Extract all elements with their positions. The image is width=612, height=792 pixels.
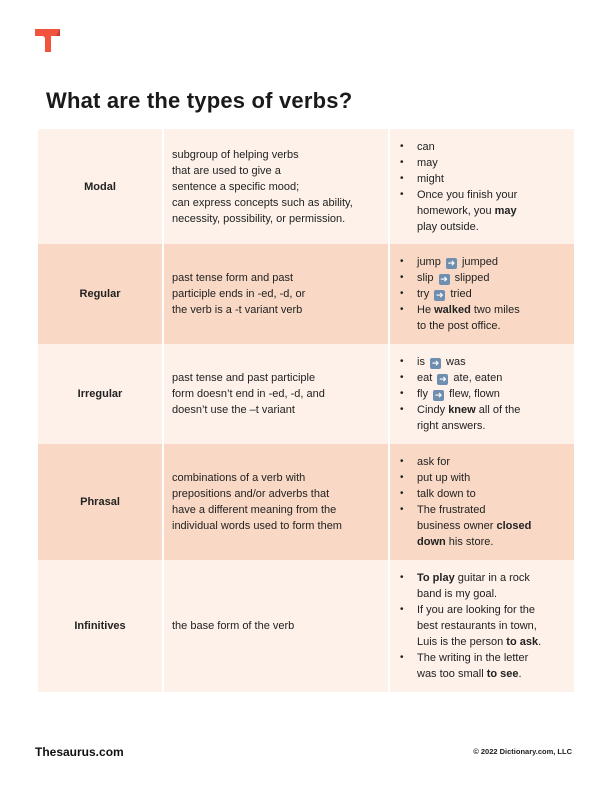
verb-definition <box>163 129 389 244</box>
footer-brand: Thesaurus.com <box>35 745 124 759</box>
example-text: can <box>417 140 435 153</box>
example-text: tried <box>447 288 472 300</box>
definition-line: can express concepts such as ability, <box>172 196 353 209</box>
example-text: ate, eaten <box>450 372 503 384</box>
footer-copyright: © 2022 Dictionary.com, LLC <box>473 747 572 756</box>
verb-type-label: Regular <box>38 244 163 344</box>
example-text: best restaurants in town, <box>417 620 537 632</box>
example-text: put up with <box>417 472 471 484</box>
verb-type-label: Modal <box>38 129 163 244</box>
definition-line: combinations of a verb with <box>172 472 306 484</box>
example-bold-text: To play <box>417 572 455 584</box>
example-text: his store. <box>445 536 494 548</box>
example-text: eat <box>417 372 436 384</box>
example-bold-text: to ask <box>506 636 539 648</box>
verb-definition <box>163 560 389 692</box>
example-text: business owner <box>417 520 497 532</box>
example-item <box>400 187 570 235</box>
example-text: The frustrated <box>417 504 486 516</box>
example-text: . <box>538 636 542 648</box>
verb-type-label: Infinitives <box>38 560 163 692</box>
right-arrow-icon: ➜ <box>447 258 456 268</box>
page-title: What are the types of verbs? <box>46 88 353 113</box>
definition-line: the base form of the verb <box>172 620 295 632</box>
verb-type-label: Phrasal <box>38 444 163 560</box>
example-text: all of the <box>475 404 521 416</box>
verb-definition <box>163 344 389 444</box>
example-bold-text: down <box>417 536 446 548</box>
definition-line: doesn’t use the –t variant <box>172 404 295 416</box>
table-row-modal <box>38 129 574 244</box>
right-arrow-icon: ➜ <box>439 374 447 384</box>
right-arrow-icon: ➜ <box>434 390 443 400</box>
definition-line: necessity, possibility, or permission. <box>172 212 346 225</box>
example-item <box>400 402 570 434</box>
definition-line: that are used to give a <box>172 164 281 177</box>
definition-line: individual words used to form them <box>172 520 342 532</box>
example-text: flew, flown <box>446 388 500 400</box>
thesaurus-logo-icon <box>34 26 62 54</box>
example-item <box>400 386 570 402</box>
example-text: may <box>417 156 438 169</box>
definition-line: have a different meaning from the <box>172 504 337 516</box>
example-item <box>400 139 570 155</box>
example-item <box>400 155 570 171</box>
verb-examples <box>389 129 574 244</box>
example-text: play outside. <box>417 220 479 233</box>
example-bold-text: knew <box>448 404 476 416</box>
example-text: guitar in a rock <box>454 572 530 584</box>
example-item <box>400 602 570 650</box>
example-text: band is my goal. <box>417 588 498 600</box>
example-item <box>400 570 570 602</box>
example-bold-text: to see <box>486 668 519 680</box>
definition-line: prepositions and/or adverbs that <box>172 488 330 500</box>
example-item <box>400 370 570 386</box>
example-text: Luis is the person <box>417 636 507 648</box>
examples-list <box>400 570 570 682</box>
example-item <box>400 171 570 187</box>
example-text: is <box>417 356 428 368</box>
example-text: jumped <box>458 256 499 268</box>
definition-line: sentence a specific mood; <box>172 180 300 193</box>
right-arrow-icon: ➜ <box>440 274 448 284</box>
example-text: He <box>417 304 435 316</box>
example-bold-text: closed <box>496 520 532 532</box>
example-item <box>400 354 570 370</box>
right-arrow-icon: ➜ <box>431 358 440 368</box>
example-item <box>400 454 570 470</box>
table-row-regular <box>38 244 574 344</box>
examples-list <box>400 354 570 434</box>
example-text: might <box>417 172 444 185</box>
example-item <box>400 302 570 334</box>
example-bold-text: walked <box>434 304 471 316</box>
verb-examples <box>389 560 574 692</box>
verb-types-table <box>38 129 574 692</box>
examples-list <box>400 254 570 334</box>
examples-list <box>400 139 570 235</box>
example-text: jump <box>417 256 444 268</box>
example-text: Cindy <box>417 404 449 416</box>
example-item <box>400 286 570 302</box>
table-row-infinitives <box>38 560 574 692</box>
verb-type-label: Irregular <box>38 344 163 444</box>
example-item <box>400 470 570 486</box>
example-text: If you are looking for the <box>417 604 536 616</box>
example-text: try <box>417 288 433 300</box>
example-item <box>400 502 570 550</box>
verb-definition <box>163 244 389 344</box>
example-item <box>400 650 570 682</box>
definition-line: participle ends in -ed, -d, or <box>172 288 306 300</box>
examples-list <box>400 454 570 550</box>
example-text: slip <box>417 272 437 284</box>
example-bold-text: may <box>494 204 517 217</box>
example-text: to the post office. <box>417 320 501 332</box>
example-text: two miles <box>470 304 520 316</box>
example-text: slipped <box>451 272 490 284</box>
example-text: talk down to <box>417 488 476 500</box>
table-row-irregular <box>38 344 574 444</box>
example-text: ask for <box>417 456 451 468</box>
example-item <box>400 486 570 502</box>
example-text: . <box>518 668 522 680</box>
example-text: fly <box>417 388 432 400</box>
example-text: Once you finish your <box>417 188 518 201</box>
definition-line: past tense form and past <box>172 272 294 284</box>
example-text: was <box>443 356 466 368</box>
verb-examples <box>389 444 574 560</box>
definition-line: the verb is a -t variant verb <box>172 304 303 316</box>
right-arrow-icon: ➜ <box>436 290 444 300</box>
example-item <box>400 254 570 270</box>
example-item <box>400 270 570 286</box>
definition-line: subgroup of helping verbs <box>172 148 299 161</box>
definition-line: form doesn’t end in -ed, -d, and <box>172 388 325 400</box>
verb-examples <box>389 344 574 444</box>
example-text: homework, you <box>417 204 495 217</box>
definition-line: past tense and past participle <box>172 372 316 384</box>
example-text: was too small <box>417 668 487 680</box>
verb-definition <box>163 444 389 560</box>
table-row-phrasal <box>38 444 574 560</box>
example-text: The writing in the letter <box>417 652 529 664</box>
verb-examples <box>389 244 574 344</box>
example-text: right answers. <box>417 420 486 432</box>
